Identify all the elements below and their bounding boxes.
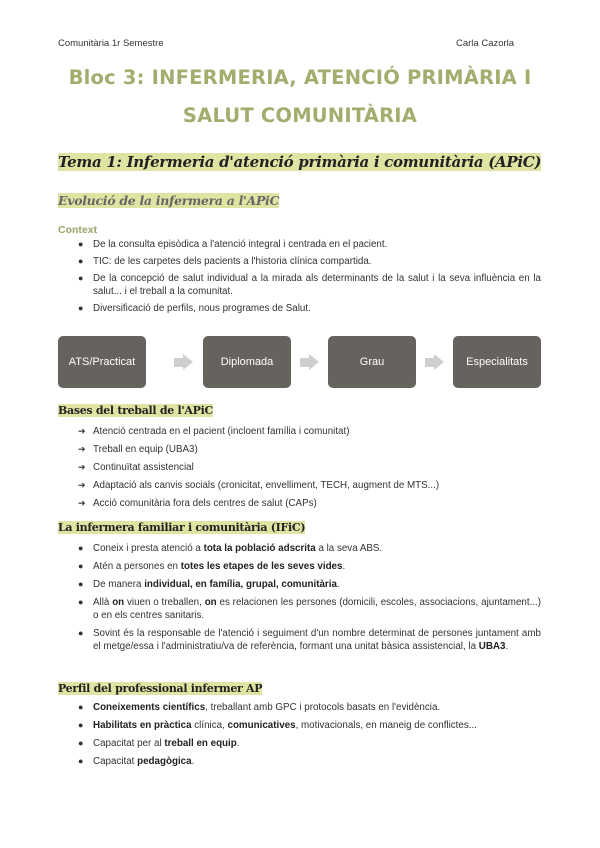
list-item: ● De la concepció de salut individual a la mirada als determinants de la salut i la seva influència en la salut... i el treball a la comunitat. (78, 273, 541, 297)
list-item: ● Capacitat pedagògica. (78, 756, 195, 767)
flow-step-especialitats: Especialitats (453, 336, 541, 388)
context-label: Context (58, 224, 98, 236)
bullet-icon: ● (78, 273, 84, 283)
arrow-right-icon: ➔ (78, 498, 86, 508)
list-item: ● Coneix i presta atenció a tota la població adscrita a la seva ABS. (78, 543, 383, 554)
header-author: Carla Cazorla (456, 38, 515, 49)
perfil-heading-text: Perfil del professional infermer AP (58, 682, 263, 695)
evolution-heading-text: Evolució de la infermera a l'APiC (58, 193, 280, 208)
bases-heading (58, 404, 213, 417)
flow-step-ats: ATS/Practicat (58, 336, 146, 388)
perfil-list (0, 701, 541, 768)
bullet-icon: ● (78, 303, 84, 313)
arrow-right-icon: ➔ (78, 480, 86, 490)
list-item: ● TIC: de les carpetes dels pacients a l'historia clínica compartida. (78, 256, 372, 267)
ific-list (0, 542, 541, 653)
ific-heading-text: La infermera familiar i comunitària (IFiC) (58, 521, 306, 534)
bullet-icon: ● (78, 756, 84, 766)
arrow-right-icon: ➔ (78, 444, 86, 454)
list-item: ➔ Treball en equip (UBA3) (78, 444, 198, 455)
list-item: ● Diversificació de perfils, nous programes de Salut. (78, 303, 311, 314)
list-item: ● Sovint és la responsable de l'atenció i seguiment d'un nombre determinat de persones juntament amb el metge/essa i l'administratiu/va de referència, formant una unitat bàsica assistencial, la UBA3. (78, 628, 541, 652)
bullet-icon: ● (78, 543, 84, 553)
bullet-icon: ● (78, 579, 84, 589)
bullet-icon: ● (78, 720, 84, 730)
list-item: ➔ Adaptació als canvis socials (cronicitat, envelliment, TECH, augment de MTS...) (78, 480, 440, 491)
block-title-line-2: SALUT COMUNITÀRIA (182, 104, 418, 127)
bullet-icon: ● (78, 239, 84, 249)
topic-heading-text: Tema 1: Infermeria d'atenció primària i comunitària (APiC) (58, 153, 542, 171)
list-item: ➔ Atenció centrada en el pacient (incloent família i comunitat) (78, 426, 350, 437)
list-item: ● Atén a persones en totes les etapes de les seves vides. (78, 561, 346, 572)
flow-step-grau: Grau (328, 336, 416, 388)
bullet-icon: ● (78, 597, 84, 607)
list-item: ● Capacitat per al treball en equip. (78, 738, 240, 749)
list-item: ● De manera individual, en família, grupal, comunitària. (78, 579, 340, 590)
list-item: ● Allà on viuen o treballen, on es relacionen les persones (domicili, escoles, associacions, ajuntament...) o en els centres sanitaris. (78, 597, 542, 621)
list-item: ● Habilitats en pràctica clínica, comunicatives, motivacionals, en maneig de conflictes... (78, 720, 477, 731)
arrow-right-icon: ➔ (78, 426, 86, 436)
perfil-heading (58, 682, 262, 695)
arrow-right-icon: ➔ (78, 462, 86, 472)
topic-heading (58, 153, 541, 171)
evolution-heading (58, 193, 279, 208)
bases-list (0, 425, 541, 510)
bases-heading-text: Bases del treball de l'APiC (58, 404, 213, 417)
list-item: ➔ Acció comunitària fora dels centres de salut (CAPs) (78, 498, 317, 509)
ific-heading (58, 521, 305, 534)
flow-step-diplomada: Diplomada (203, 336, 291, 388)
header-course: Comunitària 1r Semestre (58, 38, 164, 49)
bullet-icon: ● (78, 738, 84, 748)
block-title-line-1: Bloc 3: INFERMERIA, ATENCIÓ PRIMÀRIA I (68, 66, 532, 89)
list-item: ● De la consulta episòdica a l'atenció integral i centrada en el pacient. (78, 239, 388, 250)
bullet-icon: ● (78, 561, 84, 571)
list-item: ➔ Continuïtat assistencial (78, 462, 194, 473)
context-list (0, 238, 541, 315)
list-item: ● Coneixements científics, treballant amb GPC i protocols basats en l'evidència. (78, 702, 441, 713)
bullet-icon: ● (78, 256, 84, 266)
bullet-icon: ● (78, 702, 84, 712)
evolution-flow-diagram (0, 336, 600, 390)
bullet-icon: ● (78, 628, 84, 638)
